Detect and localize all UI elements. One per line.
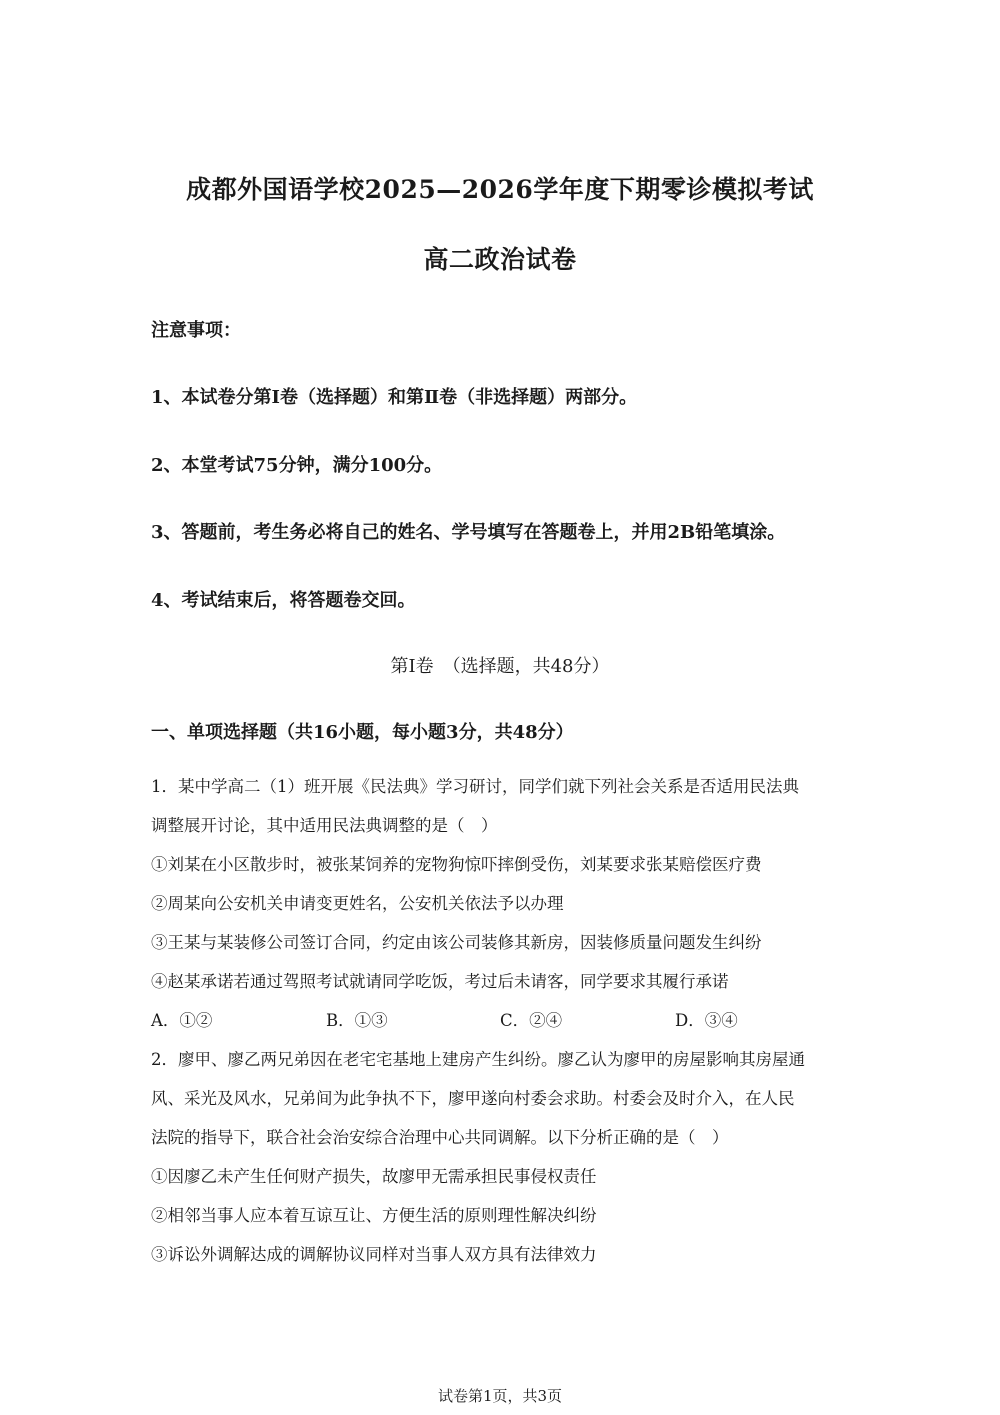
section-title: 一、单项选择题（共16小题，每小题3分，共48分） [151, 722, 574, 743]
question-1-stem-line-2: 调整展开讨论，其中适用民法典调整的是（ ） [151, 816, 498, 835]
question-2-stem-line-3: 法院的指导下，联合社会治安综合治理中心共同调解。以下分析正确的是（ ） [151, 1128, 729, 1147]
question-1-option-d: D．③④ [675, 1011, 738, 1030]
question-2-statement-1: ①因廖乙未产生任何财产损失，故廖甲无需承担民事侵权责任 [151, 1167, 597, 1186]
notice-heading: 注意事项： [151, 320, 241, 341]
part-title: 第Ⅰ卷 （选择题，共48分） [390, 656, 610, 677]
notice-item-3: 3、答题前，考生务必将自己的姓名、学号填写在答题卷上，并用2B铅笔填涂。 [151, 522, 786, 543]
question-1-statement-2: ②周某向公安机关申请变更姓名，公安机关依法予以办理 [151, 894, 564, 913]
question-1-option-a: A．①② [151, 1011, 213, 1030]
exam-title: 成都外国语学校2025—2026学年度下期零诊模拟考试 [186, 175, 814, 204]
notice-item-4: 4、考试结束后，将答题卷交回。 [151, 590, 416, 611]
question-1-statement-4: ④赵某承诺若通过驾照考试就请同学吃饭，考过后未请客，同学要求其履行承诺 [151, 972, 729, 991]
notice-item-1: 1、本试卷分第Ⅰ卷（选择题）和第Ⅱ卷（非选择题）两部分。 [151, 387, 638, 408]
question-1-option-b: B．①③ [326, 1011, 388, 1030]
question-1-stem-line-1: 1．某中学高二（1）班开展《民法典》学习研讨，同学们就下列社会关系是否适用民法典 [151, 777, 799, 796]
question-2-statement-3: ③诉讼外调解达成的调解协议同样对当事人双方具有法律效力 [151, 1245, 597, 1264]
exam-subtitle: 高二政治试卷 [423, 245, 577, 274]
question-1-statement-1: ①刘某在小区散步时，被张某饲养的宠物狗惊吓摔倒受伤，刘某要求张某赔偿医疗费 [151, 855, 762, 874]
notice-item-2: 2、本堂考试75分钟，满分100分。 [151, 455, 443, 476]
question-2-statement-2: ②相邻当事人应本着互谅互让、方便生活的原则理性解决纠纷 [151, 1206, 597, 1225]
question-1-statement-3: ③王某与某装修公司签订合同，约定由该公司装修其新房，因装修质量问题发生纠纷 [151, 933, 762, 952]
question-2-stem-line-2: 风、采光及风水，兄弟间为此争执不下，廖甲遂向村委会求助。村委会及时介入，在人民 [151, 1089, 795, 1108]
page-footer: 试卷第1页，共3页 [437, 1387, 563, 1405]
question-1-option-c: C．②④ [500, 1011, 563, 1030]
question-2-stem-line-1: 2．廖甲、廖乙两兄弟因在老宅宅基地上建房产生纠纷。廖乙认为廖甲的房屋影响其房屋通 [151, 1050, 805, 1069]
